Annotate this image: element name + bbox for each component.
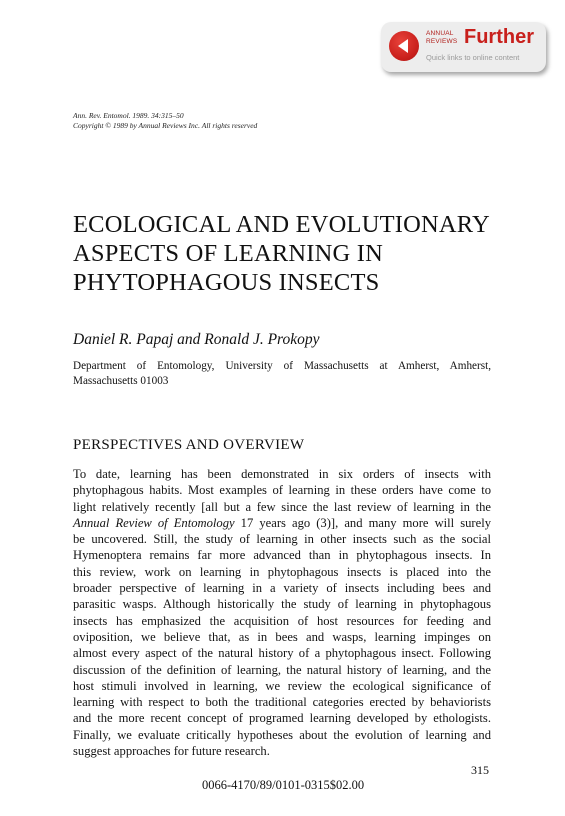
body-line: this review, work on learning in phytophagous insects is placed into the bbox=[73, 564, 491, 579]
affiliation bbox=[73, 359, 491, 389]
body-line: discussion of the definition of learning, the natural history of learning, and the bbox=[73, 662, 491, 677]
brand-subtitle: Quick links to online content bbox=[426, 53, 520, 62]
body-paragraph bbox=[73, 466, 491, 759]
body-line: parasitic wasps. Although historically the study of learning in phytophagous bbox=[73, 597, 491, 612]
body-line: learning with respect to both the traditional categories erected by behaviorists bbox=[73, 695, 491, 710]
journal-name-italic: Annual Review of Entomology bbox=[73, 515, 235, 530]
annual-reviews-further-badge[interactable] bbox=[381, 22, 546, 72]
body-line: insects has emphasized the acquisition of host resources for feeding and bbox=[73, 613, 491, 628]
citation-line-1: Ann. Rev. Entomol. 1989. 34:315–50 bbox=[73, 111, 184, 120]
brand-small-label bbox=[426, 30, 466, 45]
title-line-2: ASPECTS OF LEARNING IN bbox=[73, 240, 383, 267]
body-line: light relatively recently [all but a few since the last review of learning in the bbox=[73, 499, 491, 514]
body-line: suggest approaches for future research. bbox=[73, 744, 270, 759]
title-line-3: PHYTOPHAGOUS INSECTS bbox=[73, 269, 380, 296]
body-line-rest: 17 years ago (3)], and many more will surely bbox=[234, 515, 492, 530]
back-arrow-icon bbox=[389, 31, 419, 61]
title-line-1: ECOLOGICAL AND EVOLUTIONARY bbox=[73, 211, 490, 238]
body-line: be uncovered. Still, the study of learning in other insects such as the social bbox=[73, 532, 491, 547]
body-line: Finally, we evaluate critically hypotheses about the evolution of learning and bbox=[73, 727, 491, 742]
body-line: Hymenoptera remains far more advanced than in phytophagous insects. In bbox=[73, 548, 491, 563]
section-heading: PERSPECTIVES AND OVERVIEW bbox=[73, 437, 305, 453]
body-line: and the more recent concept of programed learning developed by ethologists. bbox=[73, 711, 491, 726]
body-line: almost every aspect of the natural history of a phytophagous insect. Following bbox=[73, 646, 491, 661]
brand-further-label: Further bbox=[464, 26, 534, 48]
citation bbox=[73, 111, 257, 131]
authors: Daniel R. Papaj and Ronald J. Prokopy bbox=[73, 331, 320, 348]
affiliation-line-2: Massachusetts 01003 bbox=[73, 375, 169, 387]
affiliation-line-1: Department of Entomology, University of Massachusetts at Amherst, Amherst, bbox=[73, 360, 491, 372]
body-line: To date, learning has been demonstrated in six orders of insects with bbox=[73, 467, 491, 481]
article-title bbox=[73, 210, 513, 297]
body-line: phytophagous habits. Most examples of learning in these orders have come to bbox=[73, 483, 491, 498]
body-line: oviposition, we believe that, as in bees and wasps, learning impinges on bbox=[73, 629, 491, 644]
body-line: host stimuli involved in learning, we review the ecological significance of bbox=[73, 678, 491, 693]
brand-small-line1: ANNUAL bbox=[426, 30, 454, 37]
body-line: broader perspective of learning in a variety of insects including bees and bbox=[73, 581, 491, 596]
citation-line-2: Copyright © 1989 by Annual Reviews Inc. All rights reserved bbox=[73, 121, 258, 130]
brand-small-line2: REVIEWS bbox=[426, 37, 458, 45]
footer-code: 0066-4170/89/0101-0315$02.00 bbox=[202, 778, 365, 792]
body-line bbox=[73, 515, 491, 531]
page-number: 315 bbox=[471, 763, 489, 777]
